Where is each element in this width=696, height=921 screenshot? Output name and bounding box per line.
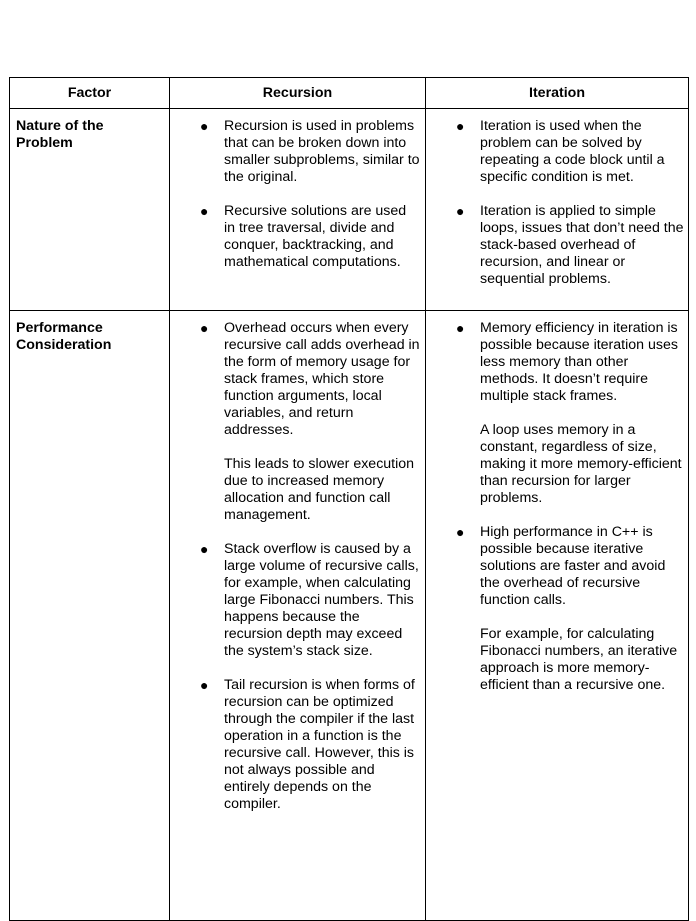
bullet-item (170, 203, 421, 271)
bullet-dot-icon: ● (200, 677, 209, 693)
bullet-dot-icon: ● (200, 541, 209, 557)
bullet-text: Stack overflow is caused by a large volume of recursive calls, for example, when calculating large Fibonacci numbers. This happens because the recursion depth may exceed the system’s stack size. (224, 541, 419, 659)
bullet-text: For example, for calculating Fibonacci numbers, an iterative approach is more memory-efficient than a recursive one. (480, 626, 678, 693)
bullet-text: A loop uses memory in a constant, regardless of size, making it more memory-efficient than recursion for larger problems. (480, 422, 682, 506)
iteration-cell (426, 109, 689, 311)
bullet-item (426, 320, 684, 507)
iteration-bullets (426, 320, 684, 694)
bullet-text: Recursive solutions are used in tree traversal, divide and conquer, backtracking, and mathematical computations. (224, 203, 407, 270)
bullet-item (426, 203, 684, 288)
iteration-cell (426, 311, 689, 921)
bullet-dot-icon: ● (456, 203, 465, 219)
recursion-cell (170, 311, 426, 921)
recursion-bullets (170, 320, 421, 813)
recursion-bullets (170, 118, 421, 271)
bullet-item (426, 118, 684, 186)
header-row (10, 78, 689, 109)
bullet-text: This leads to slower execution due to increased memory allocation and function call management. (224, 456, 415, 523)
table-row (10, 109, 689, 311)
bullet-dot-icon: ● (456, 118, 465, 134)
factor-cell: Nature of the Problem (10, 109, 170, 311)
iteration-bullets (426, 118, 684, 288)
bullet-item (170, 118, 421, 186)
bullet-text: Overhead occurs when every recursive call adds overhead in the form of memory usage for stack frames, which store function arguments, local variables, and return addresses. (224, 320, 420, 438)
bullet-text: Iteration is used when the problem can be solved by repeating a code block until a specific condition is met. (480, 118, 665, 185)
bullet-text: High performance in C++ is possible because iterative solutions are faster and avoid the overhead of recursive function calls. (480, 524, 666, 608)
header-recursion: Recursion (170, 78, 426, 109)
bullet-item (170, 677, 421, 813)
bullet-text: Iteration is applied to simple loops, issues that don’t need the stack-based overhead of recursion, and linear or sequential problems. (480, 203, 684, 287)
bullet-dot-icon: ● (200, 320, 209, 336)
bullet-item (170, 320, 421, 524)
comparison-table (9, 77, 689, 921)
bullet-dot-icon: ● (200, 203, 209, 219)
bullet-text: Tail recursion is when forms of recursion can be optimized through the compiler if the last operation in a function is the recursive call. However, this is not always possible and entirely depends on the compiler. (224, 677, 415, 812)
bullet-dot-icon: ● (456, 524, 465, 540)
table-row (10, 311, 689, 921)
recursion-cell (170, 109, 426, 311)
bullet-dot-icon: ● (200, 118, 209, 134)
header-factor: Factor (10, 78, 170, 109)
bullet-item (170, 541, 421, 660)
bullet-item (426, 524, 684, 694)
bullet-text: Memory efficiency in iteration is possible because iteration uses less memory than other methods. It doesn’t require multiple stack frames. (480, 320, 678, 404)
bullet-text: Recursion is used in problems that can be broken down into smaller subproblems, similar to the original. (224, 118, 420, 185)
header-iteration: Iteration (426, 78, 689, 109)
bullet-dot-icon: ● (456, 320, 465, 336)
factor-cell: Performance Consideration (10, 311, 170, 921)
